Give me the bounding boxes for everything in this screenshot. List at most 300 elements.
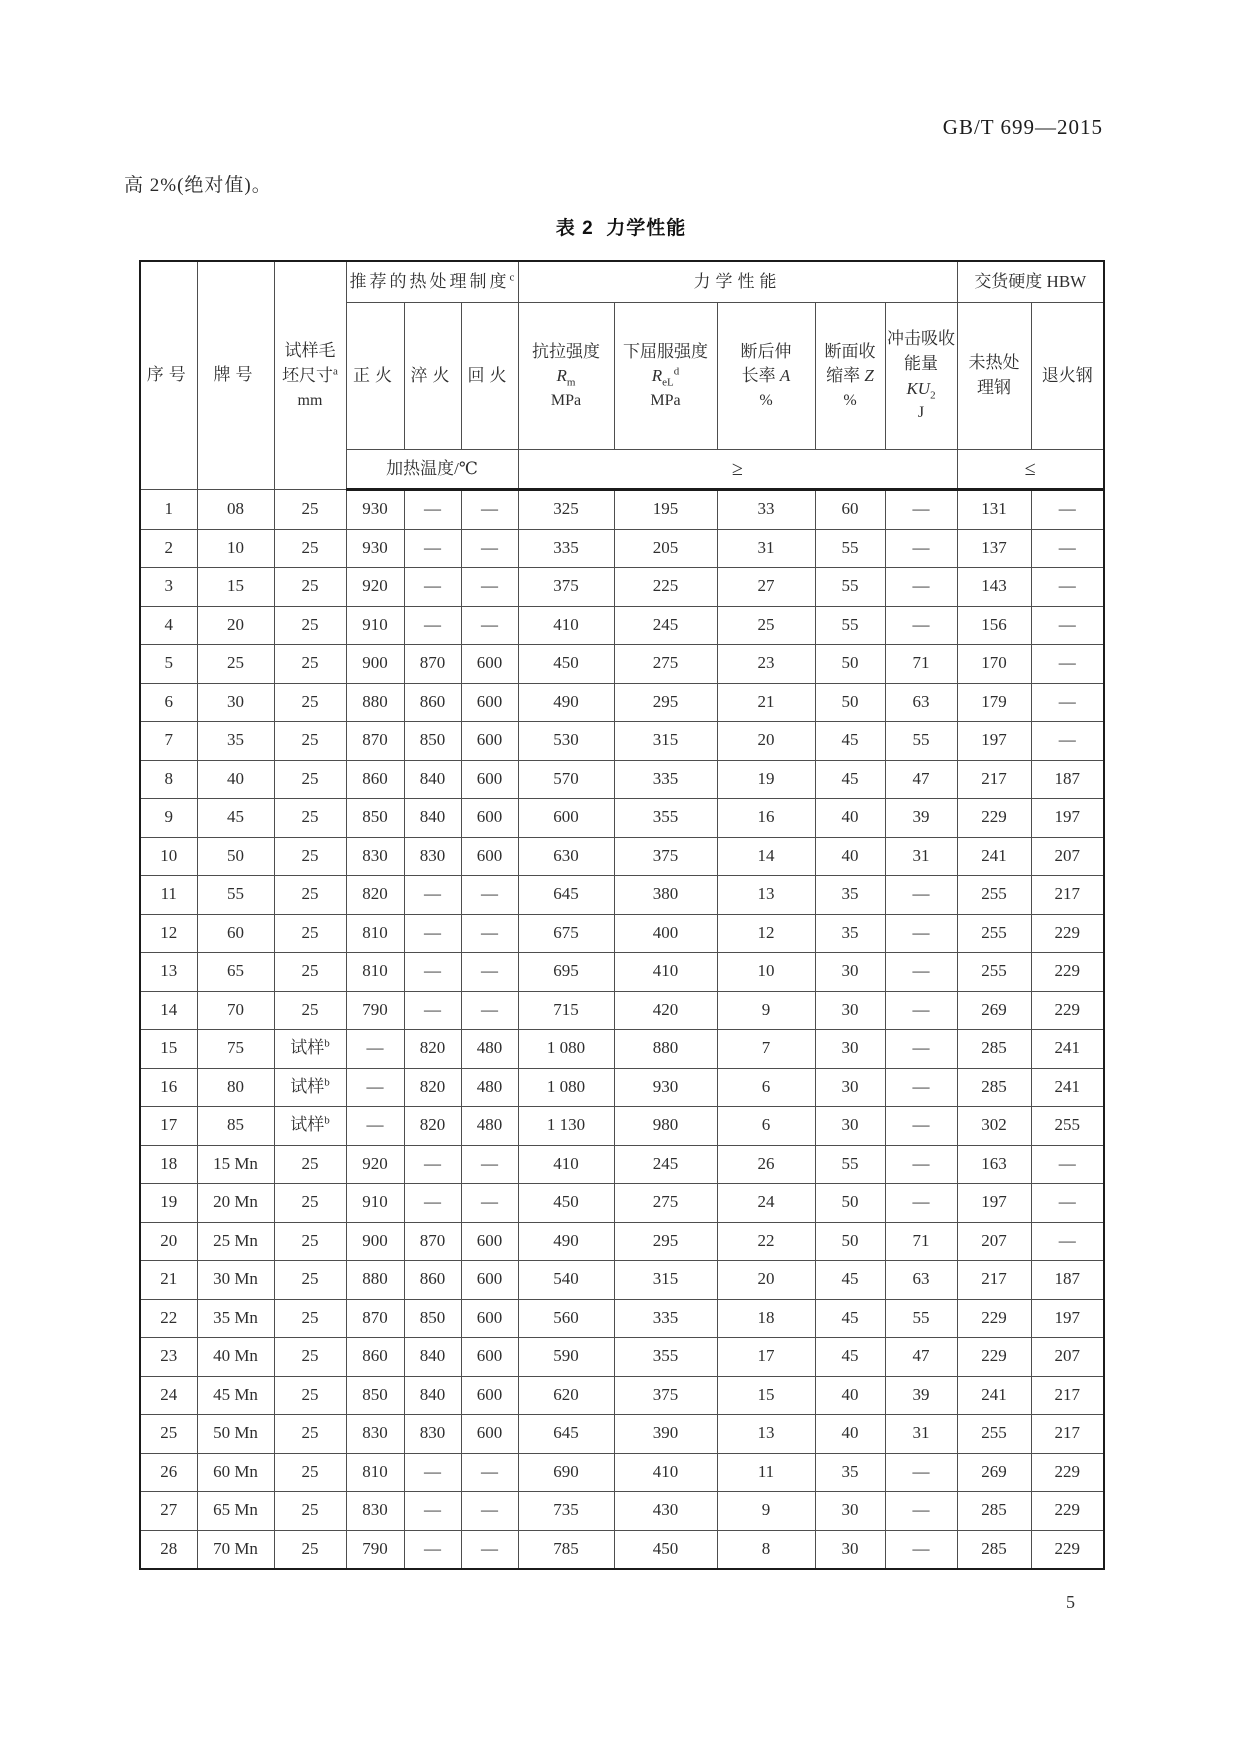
table-cell: 820	[404, 1030, 461, 1069]
table-cell: 930	[346, 529, 404, 568]
col-header-normalizing: 正火	[346, 303, 404, 450]
table-cell: —	[461, 490, 518, 530]
table-cell: 285	[957, 1068, 1031, 1107]
table-cell: —	[404, 1530, 461, 1569]
table-cell: 170	[957, 645, 1031, 684]
table-row	[140, 1145, 1104, 1184]
table-cell: —	[461, 1492, 518, 1531]
table-cell: 31	[885, 1415, 957, 1454]
table-row	[140, 1184, 1104, 1223]
table-cell: 980	[614, 1107, 717, 1146]
table-cell: 480	[461, 1030, 518, 1069]
table-cell: 25	[274, 953, 346, 992]
table-cell: 25	[274, 876, 346, 915]
table-cell: 410	[518, 1145, 614, 1184]
table-cell: 27	[140, 1492, 197, 1531]
table-cell: 35 Mn	[197, 1299, 274, 1338]
subheader-greater-equal	[518, 450, 957, 490]
table-cell: 25	[274, 1299, 346, 1338]
table-cell: 229	[1031, 991, 1104, 1030]
table-cell: 217	[1031, 1376, 1104, 1415]
table-cell: —	[346, 1068, 404, 1107]
subheader-heating-temperature: 加热温度/℃	[346, 450, 518, 490]
table-cell: 35	[815, 876, 885, 915]
table-cell: 820	[404, 1068, 461, 1107]
table-row	[140, 914, 1104, 953]
table-row	[140, 1376, 1104, 1415]
table-cell: 375	[518, 568, 614, 607]
table-cell: 600	[461, 1261, 518, 1300]
table-cell: 195	[614, 490, 717, 530]
table-cell: 6	[717, 1107, 815, 1146]
table-cell: 229	[1031, 1492, 1104, 1531]
table-cell: —	[404, 1184, 461, 1223]
table-cell: 930	[614, 1068, 717, 1107]
table-cell: 630	[518, 837, 614, 876]
col-header-grade: 牌号	[197, 261, 274, 490]
table-cell: 65	[197, 953, 274, 992]
table-cell: 16	[717, 799, 815, 838]
table-cell: —	[461, 568, 518, 607]
table-cell: 830	[346, 1415, 404, 1454]
table-cell: 10	[197, 529, 274, 568]
table-cell: 50	[815, 1222, 885, 1261]
table-cell: 25	[274, 1530, 346, 1569]
table-cell: 35	[815, 1453, 885, 1492]
table-cell: 390	[614, 1415, 717, 1454]
table-cell: 870	[346, 722, 404, 761]
table-cell: —	[885, 1492, 957, 1531]
table-title: 表 2 力学性能	[555, 218, 687, 239]
table-cell: —	[885, 1184, 957, 1223]
table-cell: —	[461, 1184, 518, 1223]
table-cell: 25	[274, 1222, 346, 1261]
table-cell: 600	[461, 799, 518, 838]
table-cell: 205	[614, 529, 717, 568]
table-cell: 9	[717, 991, 815, 1030]
table-cell: 480	[461, 1107, 518, 1146]
table-cell: 645	[518, 1415, 614, 1454]
table-cell: 20	[140, 1222, 197, 1261]
col-header-annealed-steel: 退火钢	[1031, 303, 1104, 450]
table-cell: 30	[815, 1492, 885, 1531]
table-cell: 620	[518, 1376, 614, 1415]
table-cell: 50	[815, 1184, 885, 1223]
table-cell: 285	[957, 1030, 1031, 1069]
table-cell: 55	[815, 1145, 885, 1184]
table-cell: 860	[404, 683, 461, 722]
table-cell: 13	[717, 876, 815, 915]
table-cell: 39	[885, 1376, 957, 1415]
table-cell: 217	[1031, 876, 1104, 915]
table-cell: 25	[274, 1145, 346, 1184]
table-cell: 25	[274, 568, 346, 607]
col-header-yield-strength: 下屈服强度 $R_{eL}^d$ MPa	[614, 303, 717, 450]
table-cell: 285	[957, 1530, 1031, 1569]
table-cell: 17	[717, 1338, 815, 1377]
table-cell: 25	[274, 1376, 346, 1415]
table-cell: 55	[885, 1299, 957, 1338]
table-cell: —	[346, 1030, 404, 1069]
group-header-row	[140, 261, 1104, 303]
table-cell: 40 Mn	[197, 1338, 274, 1377]
table-cell: 30	[815, 1530, 885, 1569]
table-cell: 14	[140, 991, 197, 1030]
table-cell: 60	[197, 914, 274, 953]
table-cell: 30 Mn	[197, 1261, 274, 1300]
table-cell: 1 080	[518, 1030, 614, 1069]
table-cell: 19	[717, 760, 815, 799]
col-header-tempering: 回火	[461, 303, 518, 450]
table-cell: 10	[717, 953, 815, 992]
subheader-less-equal	[957, 450, 1104, 490]
table-cell: 75	[197, 1030, 274, 1069]
table-cell: 24	[140, 1376, 197, 1415]
table-cell: —	[404, 876, 461, 915]
table-cell: 255	[957, 876, 1031, 915]
table-row	[140, 799, 1104, 838]
table-cell: 830	[404, 1415, 461, 1454]
table-cell: —	[1031, 490, 1104, 530]
table-cell: 179	[957, 683, 1031, 722]
footnote-b-marker: b	[324, 1114, 330, 1127]
table-cell: 229	[957, 1299, 1031, 1338]
table-cell: 13	[140, 953, 197, 992]
table-cell: 860	[346, 1338, 404, 1377]
table-cell: 试样$^b$	[274, 1068, 346, 1107]
table-cell: 197	[1031, 1299, 1104, 1338]
table-cell: —	[885, 914, 957, 953]
table-cell: 25	[274, 606, 346, 645]
table-cell: 50 Mn	[197, 1415, 274, 1454]
table-cell: 900	[346, 1222, 404, 1261]
table-cell: 60 Mn	[197, 1453, 274, 1492]
table-cell: —	[404, 953, 461, 992]
col-header-impact-energy: 冲击吸收 能量 $KU_2$ J	[885, 303, 957, 450]
table-row	[140, 1030, 1104, 1069]
table-cell: 20 Mn	[197, 1184, 274, 1223]
table-cell: 315	[614, 722, 717, 761]
table-cell: 820	[346, 876, 404, 915]
table-cell: 335	[614, 1299, 717, 1338]
table-cell: 25	[197, 645, 274, 684]
table-cell: 45	[815, 760, 885, 799]
table-cell: 207	[957, 1222, 1031, 1261]
table-cell: 410	[614, 1453, 717, 1492]
table-cell: 试样$^b$	[274, 1107, 346, 1146]
table-cell: 40	[815, 1376, 885, 1415]
table-cell: 217	[957, 1261, 1031, 1300]
table-cell: 840	[404, 799, 461, 838]
table-cell: 255	[957, 953, 1031, 992]
table-cell: 450	[614, 1530, 717, 1569]
table-cell: 25	[274, 1492, 346, 1531]
table-cell: 39	[885, 799, 957, 838]
table-cell: —	[404, 1453, 461, 1492]
table-cell: 880	[346, 683, 404, 722]
table-cell: 45	[815, 1299, 885, 1338]
table-cell: 11	[140, 876, 197, 915]
table-cell: 790	[346, 1530, 404, 1569]
table-cell: 22	[717, 1222, 815, 1261]
table-cell: 600	[461, 683, 518, 722]
table-cell: 810	[346, 953, 404, 992]
table-cell: —	[346, 1107, 404, 1146]
table-cell: 40	[815, 1415, 885, 1454]
table-cell: —	[885, 953, 957, 992]
table-row	[140, 953, 1104, 992]
table-row	[140, 1261, 1104, 1300]
table-cell: 25	[274, 1415, 346, 1454]
table-row	[140, 1492, 1104, 1531]
table-cell: 830	[346, 1492, 404, 1531]
table-cell: 40	[197, 760, 274, 799]
table-cell: 30	[815, 1068, 885, 1107]
table-cell: 600	[461, 1222, 518, 1261]
table-cell: 325	[518, 490, 614, 530]
table-cell: 870	[346, 1299, 404, 1338]
table-row	[140, 568, 1104, 607]
intro-text: 高 2%(绝对值)。	[124, 175, 272, 196]
table-cell: 45	[197, 799, 274, 838]
table-cell: —	[404, 914, 461, 953]
table-cell: 840	[404, 1338, 461, 1377]
table-cell: —	[461, 1145, 518, 1184]
table-cell: —	[885, 1453, 957, 1492]
table-cell: —	[1031, 529, 1104, 568]
table-cell: 880	[614, 1030, 717, 1069]
table-cell: 285	[957, 1492, 1031, 1531]
table-cell: 9	[140, 799, 197, 838]
table-cell: 269	[957, 991, 1031, 1030]
table-cell: 255	[957, 914, 1031, 953]
table-cell: 19	[140, 1184, 197, 1223]
table-cell: 275	[614, 645, 717, 684]
group-header-heat-treatment: 推荐的热处理制度$^c$	[346, 261, 518, 303]
table-cell: 65 Mn	[197, 1492, 274, 1531]
table-cell: 8	[140, 760, 197, 799]
table-cell: 715	[518, 991, 614, 1030]
table-cell: 355	[614, 1338, 717, 1377]
table-cell: 12	[717, 914, 815, 953]
table-cell: 25	[140, 1415, 197, 1454]
table-cell: 400	[614, 914, 717, 953]
table-cell: 695	[518, 953, 614, 992]
table-cell: 08	[197, 490, 274, 530]
table-cell: 197	[1031, 799, 1104, 838]
table-row	[140, 1338, 1104, 1377]
table-cell: 71	[885, 645, 957, 684]
table-cell: —	[1031, 568, 1104, 607]
table-cell: 229	[1031, 953, 1104, 992]
table-cell: 1 130	[518, 1107, 614, 1146]
table-cell: 16	[140, 1068, 197, 1107]
table-row	[140, 722, 1104, 761]
table-cell: 225	[614, 568, 717, 607]
table-cell: 50	[815, 683, 885, 722]
table-cell: —	[461, 1453, 518, 1492]
table-cell: 20	[717, 722, 815, 761]
table-cell: —	[1031, 645, 1104, 684]
table-cell: 295	[614, 1222, 717, 1261]
table-cell: 25	[274, 722, 346, 761]
table-cell: 8	[717, 1530, 815, 1569]
table-cell: 55	[815, 606, 885, 645]
table-cell: 63	[885, 683, 957, 722]
table-cell: 23	[717, 645, 815, 684]
table-cell: 143	[957, 568, 1031, 607]
table-cell: 840	[404, 760, 461, 799]
table-cell: 30	[815, 953, 885, 992]
table-cell: —	[1031, 1145, 1104, 1184]
table-cell: 197	[957, 1184, 1031, 1223]
table-cell: 860	[346, 760, 404, 799]
table-cell: 17	[140, 1107, 197, 1146]
table-cell: 335	[614, 760, 717, 799]
table-cell: 24	[717, 1184, 815, 1223]
table-cell: —	[404, 490, 461, 530]
table-cell: —	[885, 1145, 957, 1184]
table-cell: 45	[815, 1261, 885, 1300]
table-row	[140, 991, 1104, 1030]
table-cell: 25	[274, 529, 346, 568]
table-cell: 207	[1031, 837, 1104, 876]
table-cell: 229	[957, 1338, 1031, 1377]
table-cell: 690	[518, 1453, 614, 1492]
table-cell: 850	[404, 722, 461, 761]
table-cell: 295	[614, 683, 717, 722]
table-cell: 570	[518, 760, 614, 799]
table-cell: 480	[461, 1068, 518, 1107]
table-cell: 18	[140, 1145, 197, 1184]
table-cell: —	[404, 606, 461, 645]
table-cell: 920	[346, 568, 404, 607]
table-cell: 302	[957, 1107, 1031, 1146]
table-cell: 33	[717, 490, 815, 530]
table-cell: 675	[518, 914, 614, 953]
table-cell: 7	[140, 722, 197, 761]
table-cell: 45 Mn	[197, 1376, 274, 1415]
table-cell: 600	[461, 1338, 518, 1377]
table-cell: 375	[614, 837, 717, 876]
table-cell: 13	[717, 1415, 815, 1454]
table-cell: —	[1031, 1222, 1104, 1261]
table-cell: 600	[461, 1415, 518, 1454]
table-cell: 156	[957, 606, 1031, 645]
table-cell: 31	[717, 529, 815, 568]
table-cell: 15	[717, 1376, 815, 1415]
footnote-b-marker: b	[324, 1037, 330, 1050]
table-cell: 45	[815, 722, 885, 761]
table-cell: —	[885, 1107, 957, 1146]
table-cell: —	[404, 568, 461, 607]
table-cell: —	[461, 953, 518, 992]
table-cell: 25	[274, 799, 346, 838]
table-cell: 245	[614, 1145, 717, 1184]
mechanical-properties-table	[139, 260, 1105, 1570]
table-cell: 28	[140, 1530, 197, 1569]
table-cell: 490	[518, 683, 614, 722]
table-cell: 20	[717, 1261, 815, 1300]
table-cell: 810	[346, 914, 404, 953]
table-cell: 187	[1031, 760, 1104, 799]
table-cell: 930	[346, 490, 404, 530]
table-cell: 3	[140, 568, 197, 607]
table-row	[140, 490, 1104, 530]
table-cell: —	[461, 529, 518, 568]
table-cell: 410	[614, 953, 717, 992]
table-cell: 229	[1031, 1530, 1104, 1569]
table-cell: 21	[717, 683, 815, 722]
table-cell: 27	[717, 568, 815, 607]
table-row	[140, 1107, 1104, 1146]
table-cell: 5	[140, 645, 197, 684]
table-cell: —	[404, 529, 461, 568]
table-cell: 590	[518, 1338, 614, 1377]
table-cell: 229	[957, 799, 1031, 838]
table-cell: 25	[274, 1184, 346, 1223]
table-cell: 410	[518, 606, 614, 645]
table-cell: 735	[518, 1492, 614, 1531]
group-header-delivery-hardness: 交货硬度 HBW	[957, 261, 1104, 303]
table-cell: 70	[197, 991, 274, 1030]
table-cell: 15	[140, 1030, 197, 1069]
table-cell: 255	[1031, 1107, 1104, 1146]
table-cell: 2	[140, 529, 197, 568]
table-cell: 80	[197, 1068, 274, 1107]
table-cell: 25	[274, 683, 346, 722]
table-cell: 6	[140, 683, 197, 722]
table-cell: 23	[140, 1338, 197, 1377]
group-header-mechanical: 力学性能	[518, 261, 957, 303]
table-cell: 25 Mn	[197, 1222, 274, 1261]
col-header-quenching: 淬火	[404, 303, 461, 450]
table-cell: 18	[717, 1299, 815, 1338]
table-body	[140, 490, 1104, 1570]
table-cell: 910	[346, 606, 404, 645]
table-cell: —	[461, 991, 518, 1030]
col-header-tensile-strength: 抗拉强度 $R_m$ MPa	[518, 303, 614, 450]
table-cell: 600	[461, 837, 518, 876]
table-cell: 600	[461, 1299, 518, 1338]
table-cell: 63	[885, 1261, 957, 1300]
table-cell: 380	[614, 876, 717, 915]
greater-equal-symbol: ≥	[732, 457, 743, 480]
table-cell: —	[1031, 606, 1104, 645]
table-cell: 163	[957, 1145, 1031, 1184]
table-cell: 26	[140, 1453, 197, 1492]
table-cell: 35	[815, 914, 885, 953]
table-cell: 25	[274, 490, 346, 530]
table-cell: 40	[815, 799, 885, 838]
table-row	[140, 1453, 1104, 1492]
table-cell: 25	[274, 645, 346, 684]
table-cell: —	[1031, 683, 1104, 722]
table-row	[140, 1068, 1104, 1107]
table-cell: —	[885, 1068, 957, 1107]
table-row	[140, 837, 1104, 876]
table-cell: 810	[346, 1453, 404, 1492]
table-cell: 25	[274, 1261, 346, 1300]
table-cell: 275	[614, 1184, 717, 1223]
table-row	[140, 876, 1104, 915]
table-cell: 241	[1031, 1068, 1104, 1107]
table-cell: 85	[197, 1107, 274, 1146]
table-cell: 20	[197, 606, 274, 645]
table-cell: 30	[815, 1030, 885, 1069]
less-equal-symbol: ≤	[1024, 457, 1036, 480]
table-cell: 430	[614, 1492, 717, 1531]
